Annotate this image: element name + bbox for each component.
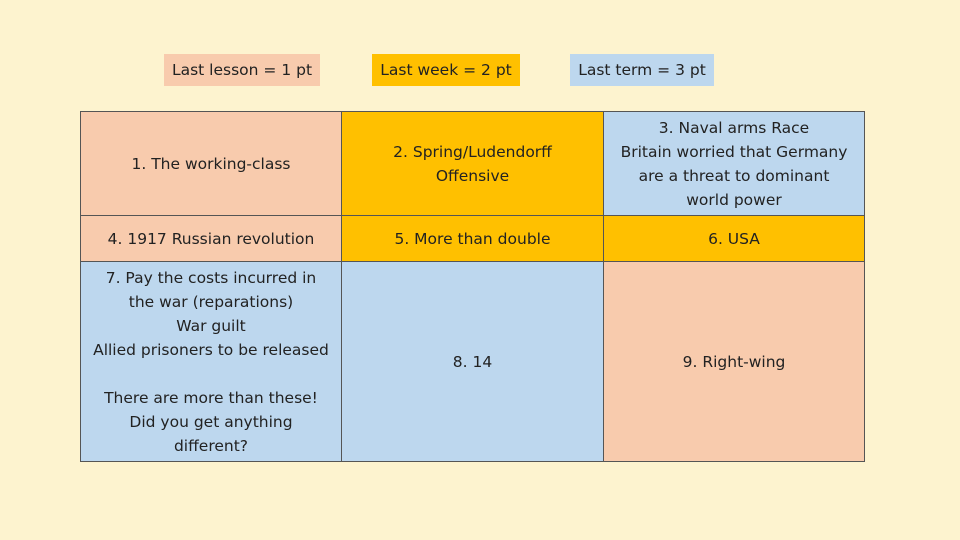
answer-cell-1	[81, 112, 342, 216]
answers-row-2	[81, 216, 865, 262]
legend-last-week-label: Last week = 2 pt	[380, 61, 512, 79]
legend-last-lesson	[164, 54, 320, 86]
answer-4-text: 4. 1917 Russian revolution	[107, 229, 315, 248]
legend-last-lesson-label: Last lesson = 1 pt	[171, 61, 313, 79]
legend-last-term	[570, 54, 714, 86]
answers-row-1	[81, 112, 865, 216]
legend-last-term-label: Last term = 3 pt	[578, 61, 706, 79]
answer-6-text: 6. USA	[708, 229, 760, 248]
answer-cell-4	[81, 216, 342, 262]
answer-cell-8	[342, 262, 604, 462]
answer-5-text: 5. More than double	[394, 229, 551, 248]
answer-7-note: There are more than these! Did you get anything different?	[104, 388, 318, 455]
answer-cell-9	[604, 262, 865, 462]
answer-8-text: 8. 14	[452, 352, 493, 371]
answer-cell-7	[81, 262, 342, 462]
answer-7-text: 7. Pay the costs incurred in the war (reparations) War guilt Allied prisoners to be released	[93, 268, 329, 359]
answer-3-text: 3. Naval arms Race Britain worried that Germany are a threat to dominant world power	[620, 118, 848, 209]
answer-cell-6	[604, 216, 865, 262]
legend-last-week	[372, 54, 520, 86]
answers-row-3	[81, 262, 865, 462]
answer-1-text: 1. The working-class	[131, 154, 291, 173]
answer-cell-2	[342, 112, 604, 216]
answer-2-text: 2. Spring/Ludendorff Offensive	[393, 142, 552, 185]
answer-9-text: 9. Right-wing	[682, 352, 786, 371]
answer-cell-3	[604, 112, 865, 216]
answer-cell-5	[342, 216, 604, 262]
answers-grid	[80, 111, 865, 462]
